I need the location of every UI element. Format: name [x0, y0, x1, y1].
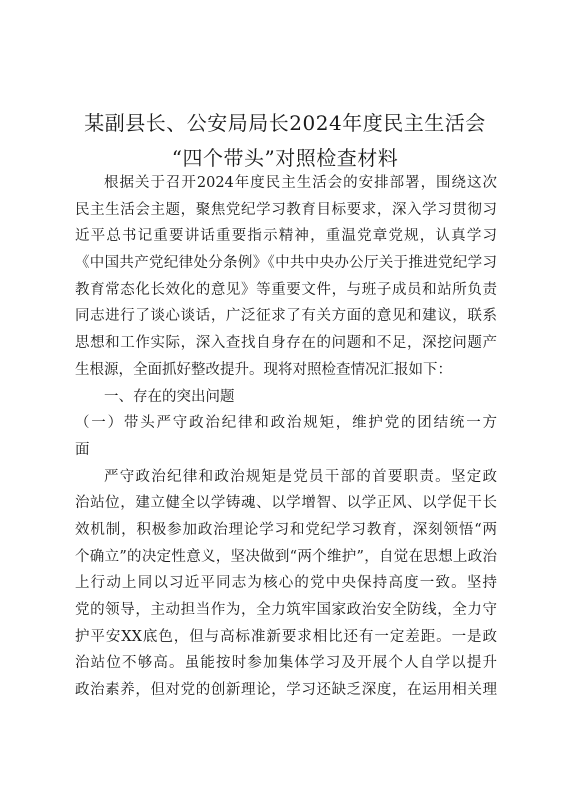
paragraph-line: 近平总书记重要讲话重要指示精神，重温党章党规，认真学习 [75, 228, 497, 245]
paragraph-line: 思想和工作实际，深入查找自身存在的问题和不足，深挖问题产 [75, 335, 497, 352]
paragraph-line: 生根源，全面抓好整改提升。现将对照检查情况汇报如下： [75, 361, 452, 378]
paragraph-line: 个确立”的决定性意义，坚决做到“两个维护”，自觉在思想上政治 [75, 548, 497, 565]
paragraph-line: 党的领导，主动担当作为，全力筑牢国家政治安全防线，全力守 [75, 602, 497, 618]
paragraph-line: 教育常态化长效化的意见》等重要文件，与班子成员和站所负责 [75, 281, 497, 298]
paragraph-line: 护平安XX底色，但与高标准新要求相比还有一定差距。一是政 [75, 628, 497, 645]
document-body [75, 170, 497, 704]
document-subtitle: “四个带头”对照检查材料 [171, 146, 399, 170]
paragraph-line: 《中国共产党纪律处分条例》《中共中央办公厅关于推进党纪学习 [75, 255, 497, 272]
subsection-heading-continued: 面 [75, 441, 90, 458]
paragraph-line: 效机制，积极参加政治理论学习和党纪学习教育，深刻领悟“两 [75, 521, 497, 538]
paragraph-line: 政治素养，但对党的创新理论，学习还缺乏深度，在运用相关理 [75, 682, 497, 699]
paragraph-line: 根据关于召开2024年度民主生活会的安排部署，围绕这次 [104, 175, 497, 191]
document-title: 某副县长、公安局局长2024年度民主生活会 [84, 111, 486, 135]
paragraph-line: 严守政治纪律和政治规矩是党员干部的首要职责。坚定政 [104, 468, 497, 485]
paragraph-line: 上行动上同以习近平同志为核心的党中央保持高度一致。坚持 [75, 575, 497, 592]
section-heading: 一、存在的突出问题 [104, 388, 235, 405]
subsection-heading: （一）带头严守政治纪律和政治规矩，维护党的团结统一方 [75, 415, 497, 432]
paragraph-line: 民主生活会主题，聚焦党纪学习教育目标要求，深入学习贯彻习 [75, 201, 497, 218]
paragraph-line: 治站位，建立健全以学铸魂、以学增智、以学正风、以学促干长 [75, 495, 497, 512]
paragraph-line: 同志进行了谈心谈话，广泛征求了有关方面的意见和建议，联系 [75, 308, 497, 325]
paragraph-line: 治站位不够高。虽能按时参加集体学习及开展个人自学以提升 [75, 655, 497, 672]
